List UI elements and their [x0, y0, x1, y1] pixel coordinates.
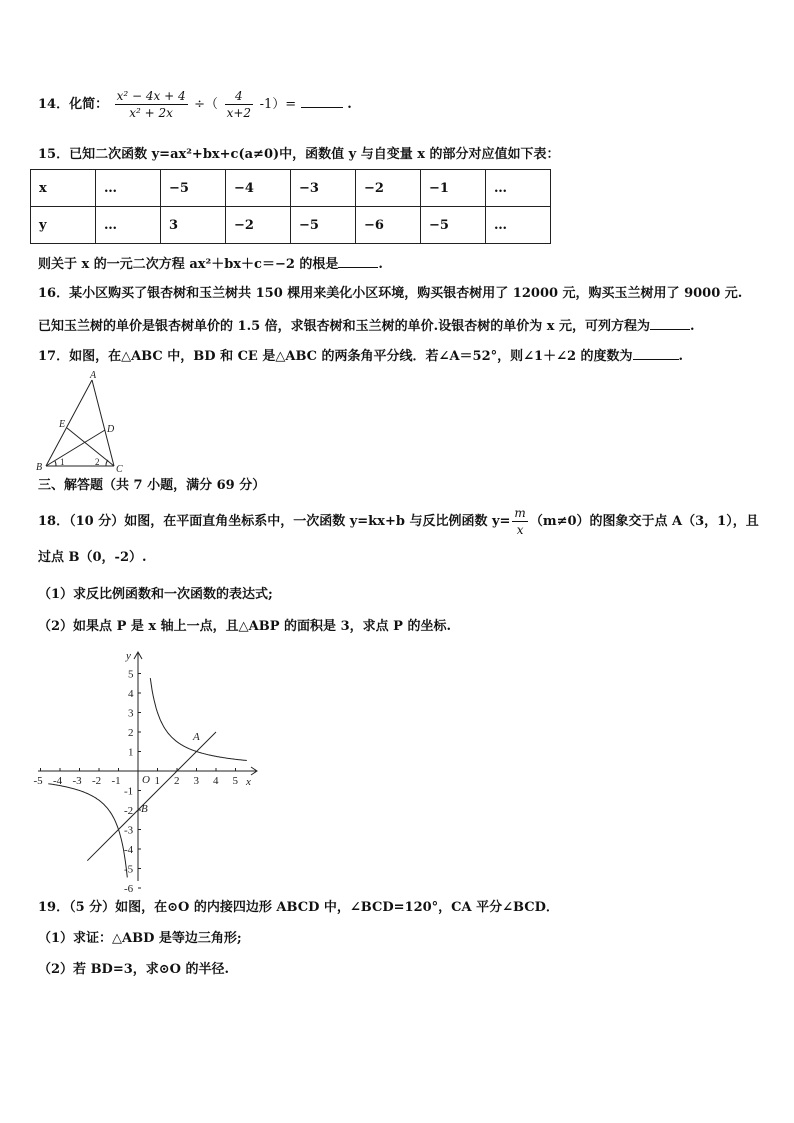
q15-value-table	[30, 169, 551, 244]
y-tick-label: -1	[124, 785, 134, 798]
side-ac	[92, 380, 114, 466]
question-19: 19．（5 分）如图，在⊙O 的内接四边形 ABCD 中，∠BCD=120°，CA 平分∠BCD．	[38, 900, 559, 915]
y-tick-label: -2	[124, 805, 134, 817]
question-17: 17．如图，在△ABC 中，BD 和 CE 是△ABC 的两条角平分线．若∠A＝52°，则∠1＋∠2 的度数为 .	[38, 346, 683, 366]
y-tick-label: 5	[128, 668, 134, 681]
q14-prefix: 14．化简：	[38, 97, 109, 112]
question-18: 18．（10 分）如图，在平面直角坐标系中，一次函数 y=kx+b 与反比例函数 y= $\frac{m}{x}$ （m≠0）的图象交于点 A（3，1），且	[38, 506, 759, 537]
y-tick-label: -5	[124, 863, 134, 876]
q14-fraction-2: $\frac{4}{x+2}$	[226, 89, 252, 120]
q14-fraction-1: $\frac{\text{x² − 4x + 4}}{\text{x² + 2x}}$	[116, 89, 186, 120]
side-ab	[46, 380, 92, 466]
label-d: D	[107, 424, 115, 435]
x-tick-label: 1	[154, 775, 160, 787]
question-14: 14．化简： $\frac{\text{x² − 4x + 4}}{\text{x² + 2x}}$ ÷（ $\frac{4}{x+2}$ -1）= .	[38, 89, 352, 120]
label-a: A	[90, 370, 97, 381]
x-tick-label: -2	[92, 775, 102, 787]
point-a-label: A	[193, 731, 200, 743]
y-tick-label: -6	[124, 883, 134, 895]
x-tick-label: -5	[33, 775, 43, 787]
table-row: y … 3 −2 −5 −6 −5 …	[31, 207, 551, 244]
x-tick-label: -1	[111, 775, 121, 787]
q17-answer-blank	[633, 346, 679, 360]
q15-answer-blank	[338, 254, 378, 268]
label-angle-1: 1	[60, 457, 65, 467]
q18-coordinate-graph	[30, 645, 270, 895]
q15-followup: 则关于 x 的一元二次方程 ax²＋bx＋c＝−2 的根是 .	[38, 254, 383, 274]
q18-fraction: $\frac{m}{x}$	[514, 506, 526, 537]
y-tick-label: 2	[128, 727, 134, 739]
question-18-part-1: （1）求反比例函数和一次函数的表达式;	[38, 587, 273, 602]
q14-answer-blank	[301, 94, 343, 108]
x-axis-label: x	[246, 776, 251, 788]
origin-label: O	[142, 774, 150, 786]
y-tick-label: 4	[128, 688, 134, 700]
y-axis-label: y	[126, 650, 131, 662]
q16-answer-blank	[650, 316, 690, 330]
question-18-part-2: （2）如果点 P 是 x 轴上一点，且△ABP 的面积是 3，求点 P 的坐标.	[38, 619, 451, 634]
linear-function-line	[87, 732, 216, 861]
x-tick-label: 3	[193, 775, 199, 787]
hyperbola-branch-right	[150, 678, 247, 760]
section-3-title: 三、解答题（共 7 小题，满分 69 分）	[38, 478, 266, 493]
q17-triangle-figure	[34, 370, 130, 474]
question-16-line-1: 16．某小区购买了银杏树和玉兰树共 150 棵用来美化小区环境，购买银杏树用了 12000 元，购买玉兰树用了 9000 元.	[38, 286, 743, 301]
label-b: B	[36, 462, 43, 473]
x-tick-label: -4	[53, 775, 63, 787]
label-angle-2: 2	[95, 457, 100, 467]
x-tick-label: 5	[232, 775, 238, 787]
point-b-label: B	[141, 803, 148, 815]
angle-2-arc	[106, 460, 108, 466]
question-15: 15．已知二次函数 y=ax²+bx+c(a≠0)中，函数值 y 与自变量 x 的部分对应值如下表：	[38, 147, 560, 162]
y-tick-label: -3	[124, 824, 134, 837]
hyperbola-branch-left	[48, 784, 127, 878]
x-tick-label: 4	[213, 775, 219, 787]
x-tick-label: -3	[72, 775, 82, 787]
question-19-part-1: （1）求证：△ABD 是等边三角形;	[38, 931, 242, 946]
label-e: E	[59, 419, 66, 430]
question-16-line-2: 已知玉兰树的单价是银杏树单价的 1.5 倍，求银杏树和玉兰树的单价.设银杏树的单价为 x 元，可列方程为 .	[38, 316, 695, 336]
table-row: x … −5 −4 −3 −2 −1 …	[31, 170, 551, 207]
label-c: C	[116, 464, 123, 475]
question-19-part-2: （2）若 BD=3，求⊙O 的半径.	[38, 962, 230, 977]
y-tick-label: -4	[124, 844, 134, 856]
y-tick-label: 3	[128, 707, 134, 720]
x-tick-label: 2	[174, 775, 180, 787]
y-tick-label: 1	[128, 746, 134, 759]
question-18-line-2: 过点 B（0，-2）.	[38, 550, 147, 565]
angle-1-arc	[55, 461, 56, 466]
